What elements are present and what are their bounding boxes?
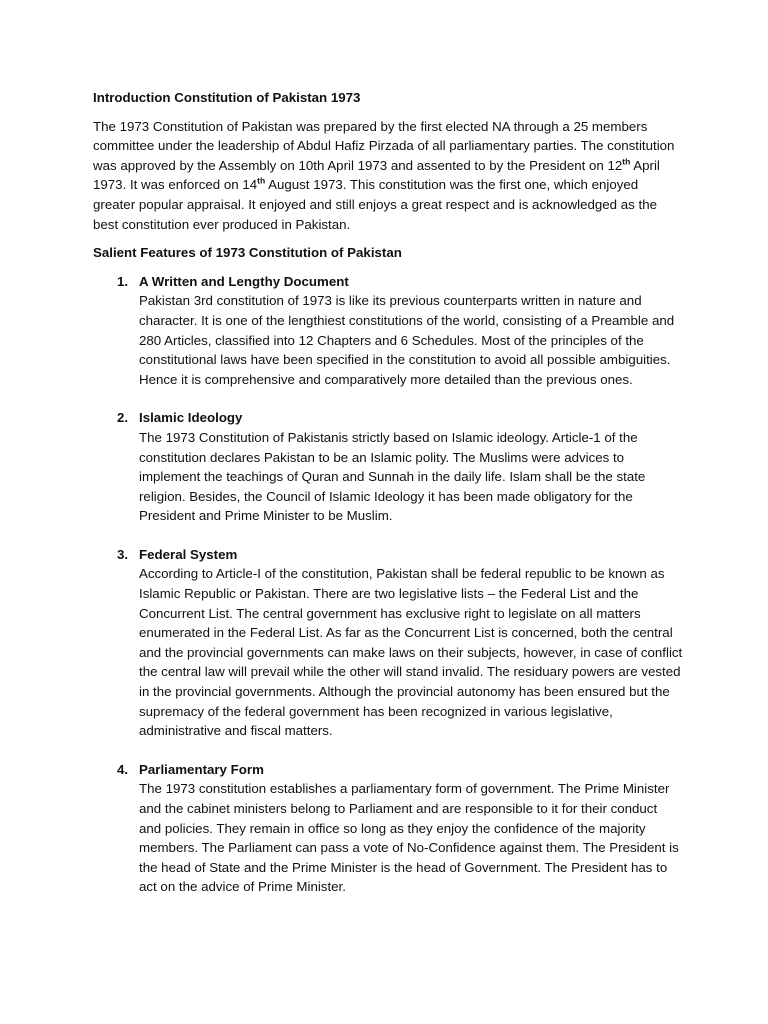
feature-number: 2. <box>117 410 129 426</box>
intro-text-part2: April 1973. It was enforced on 14 <box>93 157 660 193</box>
feature-heading: Federal System <box>139 546 238 562</box>
intro-superscript-1: th <box>622 156 631 167</box>
feature-number: 3. <box>117 546 129 562</box>
feature-text: Pakistan 3rd constitution of 1973 is like its previous counterparts written in nature and character. It is one of the lengthiest constitutions of the world, consisting of a Preamble and 280 Articles, classified into 12 Chapters and 6 Schedules. Most of the principles of the constitutional laws have been specified in the constitution to avoid all possible ambiguities. Hence it is comprehensive and comparatively more detailed than the previous ones. <box>139 293 675 387</box>
intro-paragraph <box>93 117 683 235</box>
intro-text-part3: August 1973. This constitution was the first one, which enjoyed greater popular appraisal. It enjoyed and still enjoys a great respect and is acknowledged as the best constitution ever produced in Pakistan. <box>93 177 657 232</box>
features-list <box>93 272 683 897</box>
feature-item-parliamentary-form <box>93 760 683 897</box>
feature-number: 4. <box>117 761 129 777</box>
feature-text: The 1973 Constitution of Pakistanis strictly based on Islamic ideology. Article-1 of the constitution declares Pakistan to be an Islamic polity. The Muslims were advices to implement the teachings of Quran and Sunnah in the daily life. Islam shall be the state religion. Besides, the Council of Islamic Ideology it has been made obligatory for the President and Prime Minister to be Muslim. <box>139 429 646 524</box>
feature-text: According to Article-I of the constitution, Pakistan shall be federal republic to be known as Islamic Republic or Pakistan. There are two legislative lists – the Federal List and the Concurrent List. The central government has exclusive right to legislate on all matters enumerated in the Federal List. As far as the Concurrent List is concerned, both the central and the provincial governments can make laws on their subjects, however, in case of conflict the central law will prevail while the other will stand invalid. The residuary powers are vested in the provincial governments. Although the provincial autonomy has been ensured but the supremacy of the federal government has been recognized in various legislative, administrative and fiscal matters. <box>139 566 683 739</box>
feature-number: 1. <box>117 273 129 289</box>
document-title: Introduction Constitution of Pakistan 1973 <box>93 90 361 105</box>
feature-text: The 1973 constitution establishes a parliamentary form of government. The Prime Minister and the cabinet ministers belong to Parliament and are responsible to it for their conduct and policies. They remain in office so long as they enjoy the confidence of the majority members. The Parliament can pass a vote of No-Confidence against them. The President is the head of State and the Prime Minister is the head of Government. The President has to act on the advice of Prime Minister. <box>139 781 679 895</box>
intro-superscript-2: th <box>257 175 266 186</box>
salient-features-heading: Salient Features of 1973 Constitution of Pakistan <box>93 245 402 261</box>
feature-heading: A Written and Lengthy Document <box>139 273 349 289</box>
feature-heading: Islamic Ideology <box>139 410 243 426</box>
feature-item-federal-system <box>93 545 683 741</box>
document-body <box>93 88 683 916</box>
feature-item-written-document <box>93 272 683 390</box>
feature-heading: Parliamentary Form <box>139 761 264 777</box>
feature-item-islamic-ideology <box>93 408 683 526</box>
intro-text-part1: The 1973 Constitution of Pakistan was prepared by the first elected NA through a 25 members committee under the leadership of Abdul Hafiz Pirzada of all parliamentary parties. The constitution was approved by the Assembly on 10th April 1973 and assented to by the President on 12 <box>93 118 675 173</box>
